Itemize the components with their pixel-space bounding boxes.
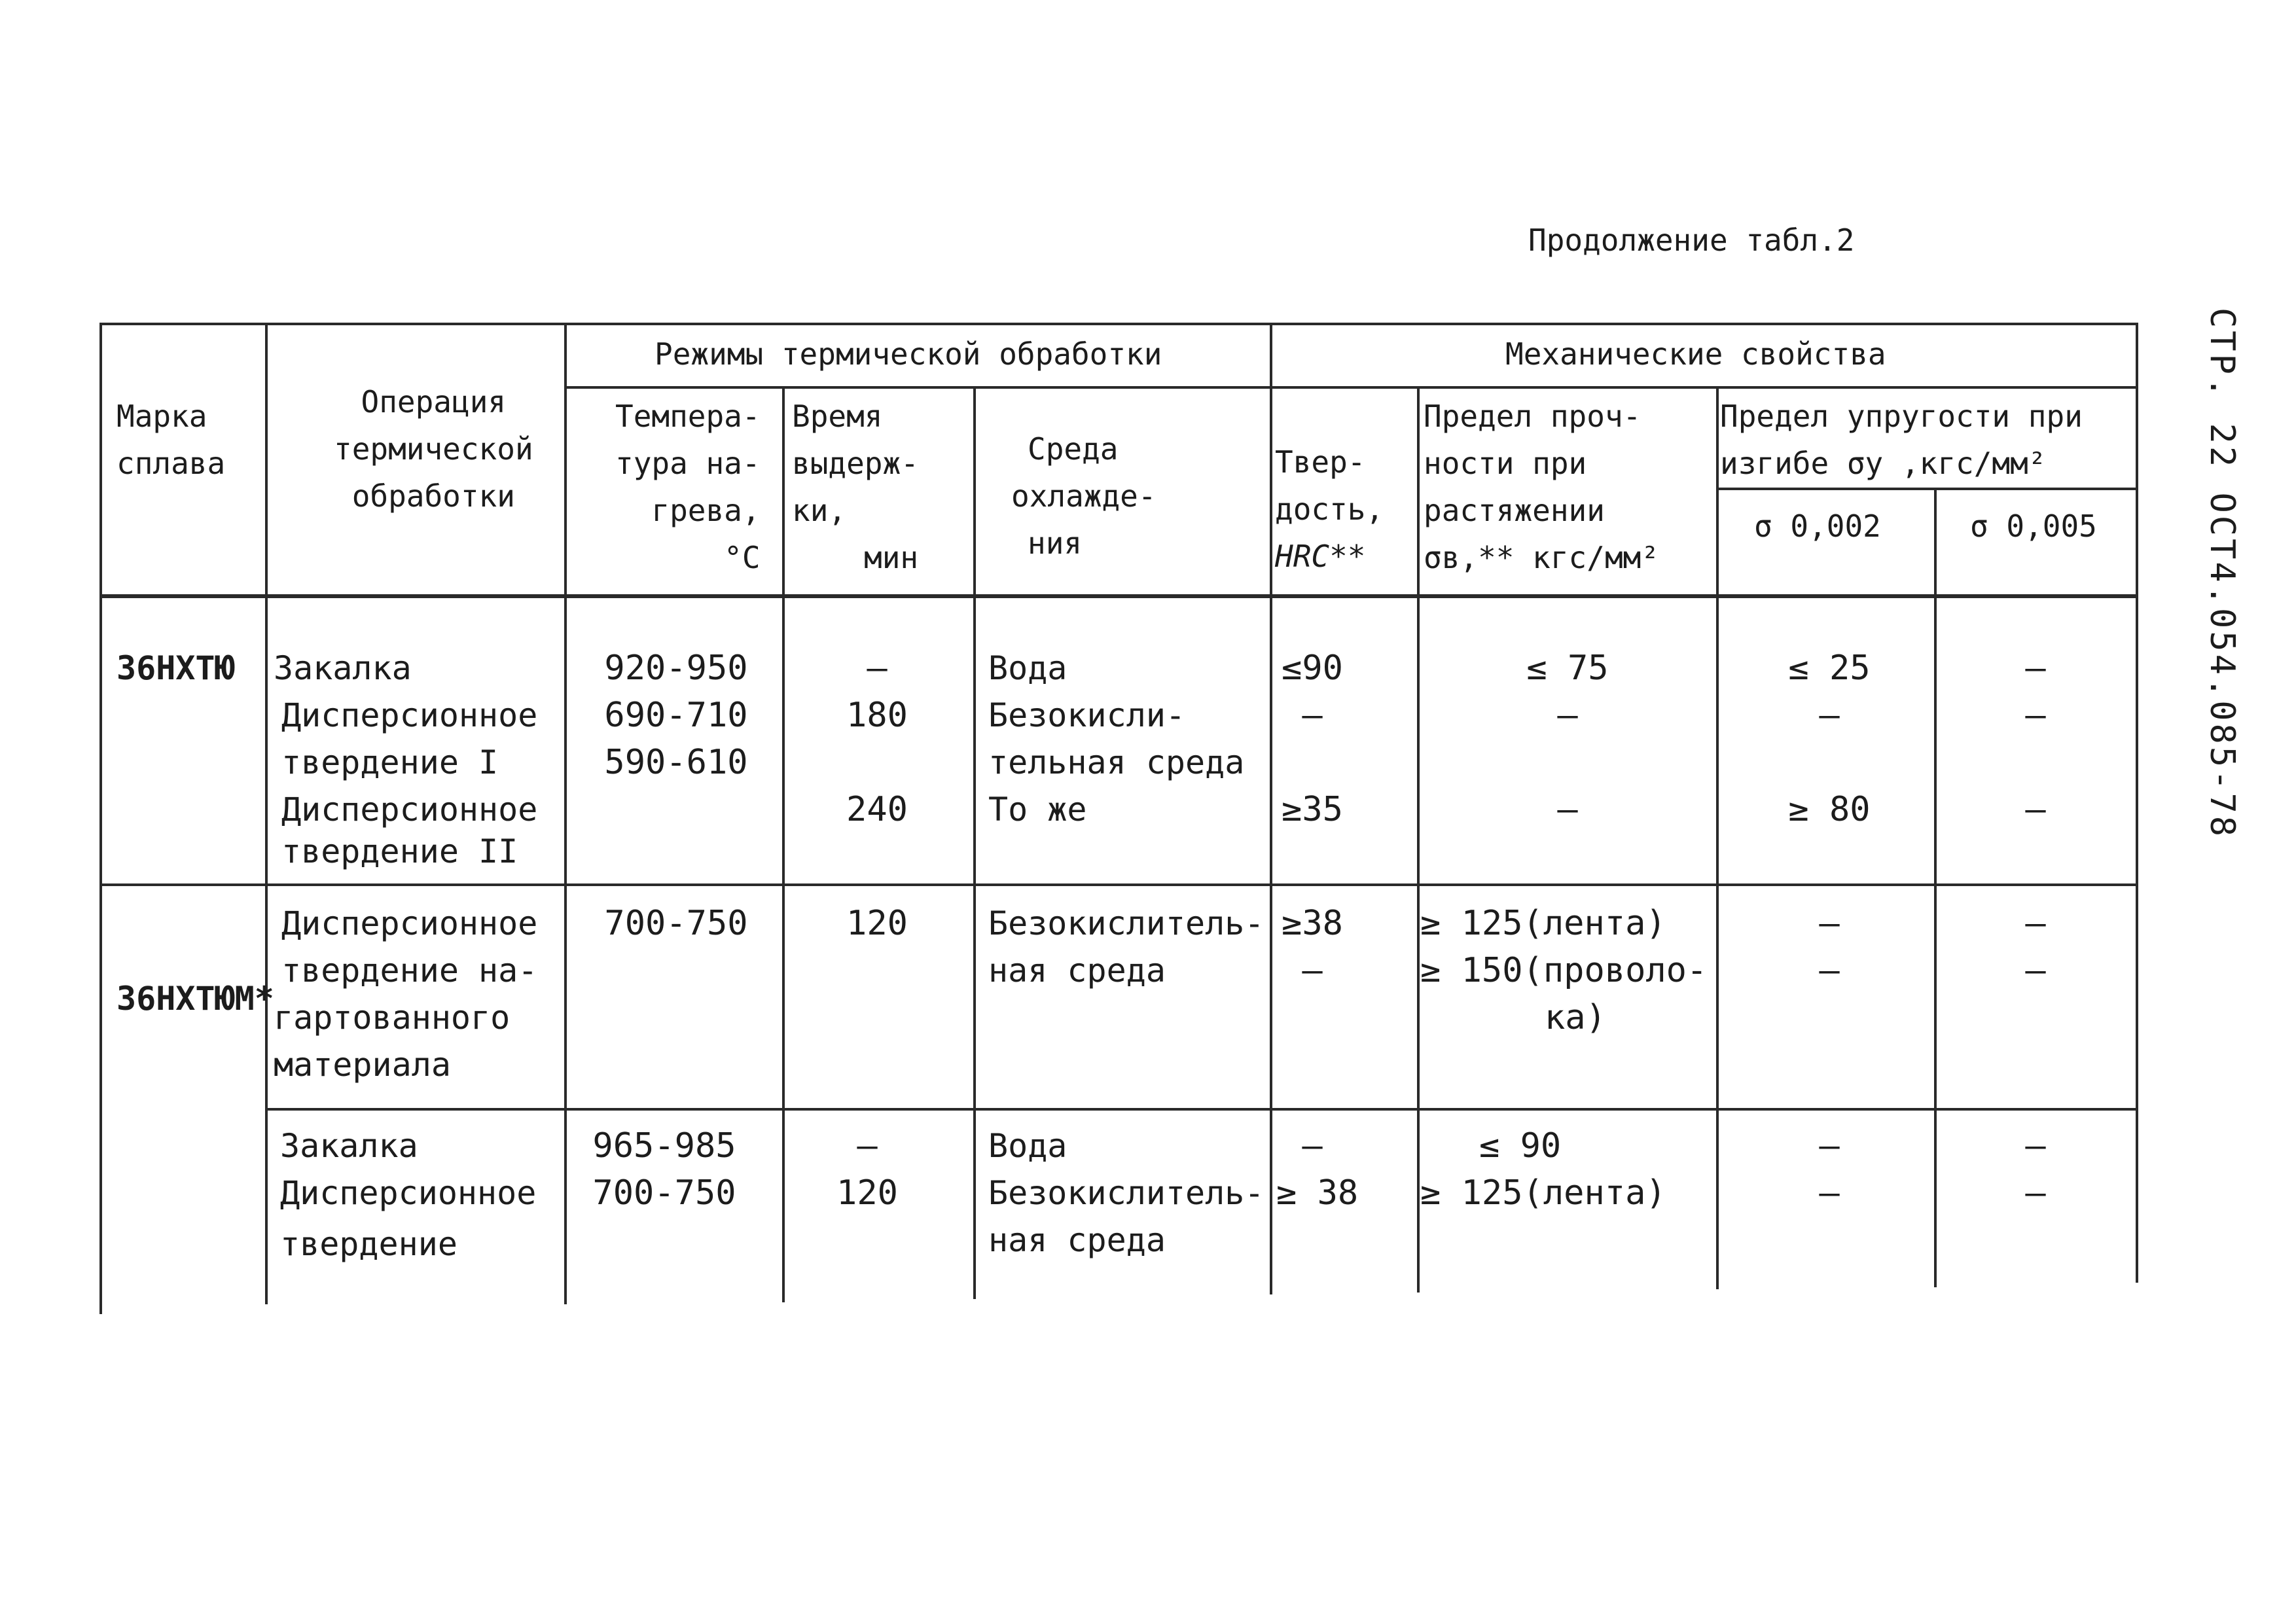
temperature-cell: 920-950 690-710 590-610 — [604, 649, 748, 782]
operation-cell: Закалка Дисперсионное твердение — [280, 1127, 537, 1263]
operation-cell: Закалка Дисперсионное твердение I Дисперсионное твердение II — [274, 649, 538, 870]
elastic-0002-cell: – – — [1819, 904, 1840, 990]
grade-cell: 36НХТЮМ* — [117, 980, 274, 1018]
medium-cell: Безокислитель- ная среда — [988, 904, 1265, 990]
header-hardness: Твер- дость, HRC** — [1275, 444, 1384, 574]
medium-cell: Вода Безокисли- тельная среда То же — [988, 649, 1245, 829]
header-operation: Операция термической обработки — [334, 384, 533, 514]
elastic-0002-cell: ≤ 25 – ≥ 80 — [1788, 649, 1871, 829]
tensile-cell: ≤ 90 ≥ 125(лента) — [1420, 1126, 1666, 1213]
hardness-cell: – ≥ 38 — [1276, 1126, 1359, 1213]
time-cell: – 180 240 — [846, 649, 908, 829]
time-cell: – 120 — [836, 1126, 898, 1213]
tensile-cell: ≥ 125(лента) ≥ 150(проволо- ка) — [1420, 904, 1708, 1037]
header-tensile: Предел проч- ности при растяжении σв,** кгс/мм² — [1424, 399, 1660, 575]
elastic-0005-cell: – – — [2025, 904, 2046, 990]
hardness-cell: ≥38 – — [1282, 904, 1343, 990]
header-elastic: Предел упругости при изгибе σу ,кгс/мм² — [1720, 399, 2083, 481]
time-cell: 120 — [846, 904, 908, 943]
elastic-0005-cell: – – – — [2025, 649, 2046, 829]
table-caption: Продолжение табл.2 — [1528, 223, 1855, 258]
header-medium: Среда охлажде- ния — [1011, 431, 1157, 561]
header-mechanical: Механические свойства — [1505, 336, 1886, 372]
header-elastic-0002: σ 0,002 — [1754, 508, 1881, 544]
medium-cell: Вода Безокислитель- ная среда — [988, 1127, 1265, 1259]
document-code: СТР. 22 ОСТ4.054.085-78 — [2202, 308, 2242, 840]
elastic-0002-cell: – – — [1819, 1126, 1840, 1213]
header-temperature: Темпера- тура на- грева, °С — [615, 399, 761, 575]
header-time: Время выдерж- ки, мин — [792, 399, 919, 575]
temperature-cell: 965-985 700-750 — [592, 1126, 736, 1213]
header-elastic-0005: σ 0,005 — [1970, 508, 2097, 544]
grade-cell: 36НХТЮ — [117, 649, 235, 687]
header-grade: Марка сплава — [117, 399, 226, 481]
hardness-cell: ≤90 – ≥35 — [1282, 649, 1343, 829]
temperature-cell: 700-750 — [604, 904, 748, 943]
elastic-0005-cell: – – — [2025, 1126, 2046, 1213]
tensile-cell: ≤ 75 – – — [1526, 649, 1609, 829]
header-regimes: Режимы термической обработки — [655, 336, 1162, 372]
operation-cell: Дисперсионное твердение на- гартованного материала — [274, 904, 538, 1084]
